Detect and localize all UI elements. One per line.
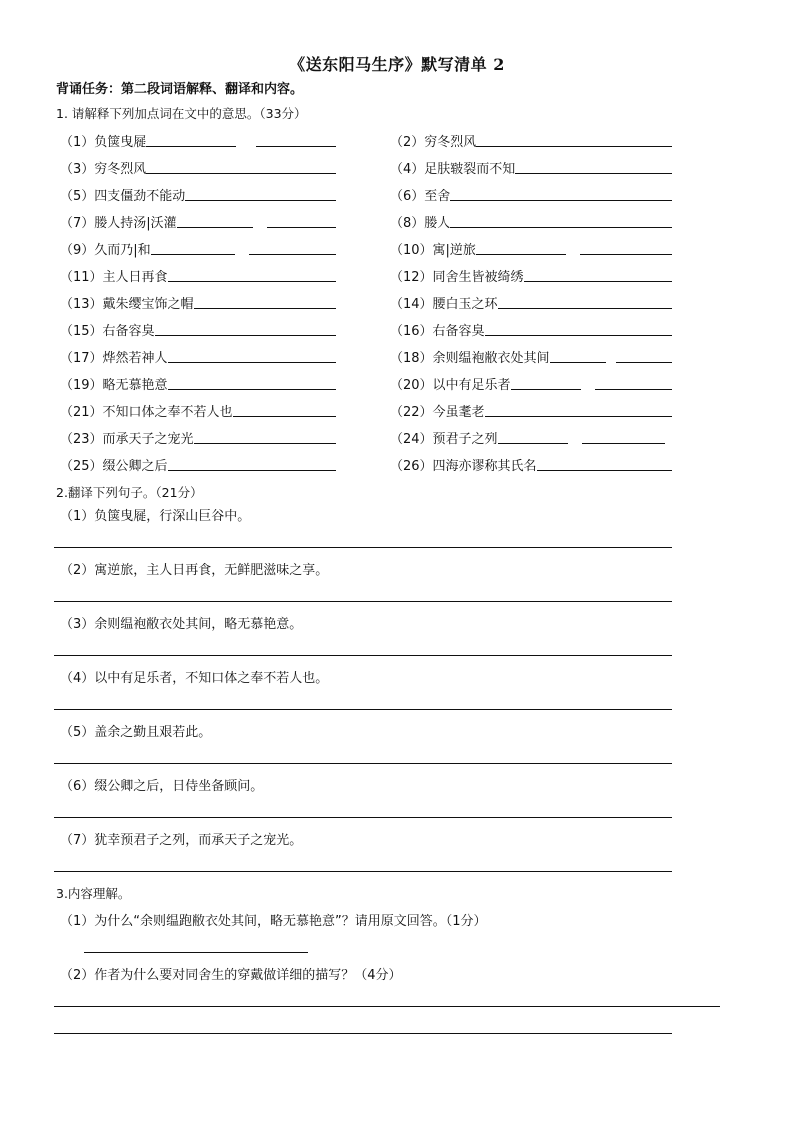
translate-sentence-2: （2）寓逆旅，主人日再食，无鲜肥滋味之享。	[60, 563, 329, 578]
answer-blank[interactable]	[498, 442, 568, 444]
vocab-item-8-text: （8）媵人	[390, 216, 451, 231]
vocab-item-7	[60, 211, 336, 231]
answer-blank[interactable]	[485, 334, 672, 336]
answer-blank[interactable]	[511, 388, 581, 390]
answer-blank[interactable]	[550, 361, 606, 363]
vocab-item-6-text: （6）至舍	[390, 189, 451, 204]
vocab-item-18-text: （18）余则缊袍敝衣处其间	[390, 351, 550, 366]
vocab-item-23-text: （23）而承天子之宠光	[60, 432, 194, 447]
vocab-item-20	[390, 373, 672, 393]
answer-line[interactable]	[54, 871, 672, 872]
answer-blank[interactable]	[515, 172, 672, 174]
vocab-item-17	[60, 346, 336, 366]
vocab-item-3-text: （3）穷冬烈风	[60, 162, 147, 177]
answer-blank[interactable]	[450, 226, 672, 228]
answer-blank[interactable]	[256, 145, 336, 147]
comprehension-question-2: （2）作者为什么要对同舍生的穿戴做详细的描写？（4分）	[60, 968, 402, 983]
answer-blank[interactable]	[524, 280, 672, 282]
vocab-item-24-text: （24）预君子之列	[390, 432, 498, 447]
vocab-item-14-text: （14）腰白玉之环	[390, 297, 498, 312]
vocab-item-10-text: （10）寓|逆旅	[390, 243, 476, 258]
vocab-item-1-text: （1）负箧曳屣	[60, 135, 147, 150]
answer-line[interactable]	[54, 655, 672, 656]
answer-blank[interactable]	[151, 253, 235, 255]
answer-blank[interactable]	[616, 361, 672, 363]
answer-blank[interactable]	[194, 442, 336, 444]
comprehension-question-1: （1）为什么“余则缊跑敝衣处其间，略无慕艳意”？请用原文回答。（1分）	[60, 914, 487, 929]
answer-blank[interactable]	[177, 226, 253, 228]
translate-sentence-7: （7）犹幸预君子之列，而承天子之宠光。	[60, 833, 303, 848]
answer-line[interactable]	[54, 709, 672, 710]
answer-line[interactable]	[54, 817, 672, 818]
section3-heading: 3.内容理解。	[56, 886, 131, 901]
section1-heading: 1. 请解释下列加点词在文中的意思。（33分）	[56, 106, 307, 121]
vocab-item-4-text: （4）足肤皲裂而不知	[390, 162, 516, 177]
translate-sentence-5: （5）盖余之勤且艰若此。	[60, 725, 212, 740]
vocab-item-15-text: （15）右备容臭	[60, 324, 155, 339]
answer-line[interactable]	[54, 1006, 720, 1007]
answer-blank[interactable]	[476, 145, 672, 147]
vocab-item-4	[390, 157, 672, 177]
answer-blank[interactable]	[155, 334, 336, 336]
vocab-item-24	[390, 427, 665, 447]
answer-blank[interactable]	[582, 442, 665, 444]
answer-blank[interactable]	[168, 469, 336, 471]
answer-blank[interactable]	[476, 253, 566, 255]
answer-blank[interactable]	[580, 253, 672, 255]
vocab-item-14	[390, 292, 672, 312]
vocab-item-12	[390, 265, 672, 285]
vocab-item-5	[60, 184, 336, 204]
vocab-item-23	[60, 427, 336, 447]
section2-heading: 2.翻译下列句子。（21分）	[56, 485, 203, 500]
vocab-item-6	[390, 184, 672, 204]
task-description: 背诵任务：第二段词语解释、翻译和内容。	[56, 82, 304, 97]
vocab-item-9	[60, 238, 336, 258]
vocab-item-11	[60, 265, 336, 285]
vocab-item-15	[60, 319, 336, 339]
vocab-item-19-text: （19）略无慕艳意	[60, 378, 168, 393]
vocab-item-25	[60, 454, 336, 474]
vocab-item-13-text: （13）戴朱缨宝饰之帽	[60, 297, 194, 312]
answer-blank[interactable]	[450, 199, 672, 201]
vocab-item-5-text: （5）四支僵劲不能动	[60, 189, 186, 204]
answer-line[interactable]	[54, 763, 672, 764]
answer-blank[interactable]	[185, 199, 336, 201]
answer-line[interactable]	[54, 601, 672, 602]
vocab-item-16-text: （16）右备容臭	[390, 324, 485, 339]
vocab-item-26	[390, 454, 672, 474]
answer-blank[interactable]	[146, 172, 336, 174]
vocab-item-22	[390, 400, 672, 420]
translate-sentence-4: （4）以中有足乐者，不知口体之奉不若人也。	[60, 671, 329, 686]
answer-blank[interactable]	[168, 388, 336, 390]
vocab-item-8	[390, 211, 672, 231]
answer-line[interactable]	[84, 952, 308, 953]
answer-blank[interactable]	[249, 253, 336, 255]
vocab-item-25-text: （25）缀公卿之后	[60, 459, 168, 474]
vocab-item-7-text: （7）媵人持汤|沃灌	[60, 216, 177, 231]
answer-blank[interactable]	[194, 307, 336, 309]
vocab-item-13	[60, 292, 336, 312]
vocab-item-22-text: （22）今虽耄老	[390, 405, 485, 420]
answer-line[interactable]	[54, 1033, 672, 1034]
answer-blank[interactable]	[146, 145, 236, 147]
vocab-item-21	[60, 400, 336, 420]
vocab-item-9-text: （9）久而乃|和	[60, 243, 151, 258]
vocab-item-18	[390, 346, 672, 366]
translate-sentence-3: （3）余则缊袍敝衣处其间，略无慕艳意。	[60, 617, 303, 632]
answer-line[interactable]	[54, 547, 672, 548]
vocab-item-21-text: （21）不知口体之奉不若人也	[60, 405, 233, 420]
vocab-item-19	[60, 373, 336, 393]
translate-sentence-1: （1）负箧曳屣，行深山巨谷中。	[60, 509, 251, 524]
vocab-item-3	[60, 157, 336, 177]
answer-blank[interactable]	[267, 226, 336, 228]
vocab-item-16	[390, 319, 672, 339]
vocab-item-26-text: （26）四海亦谬称其氏名	[390, 459, 537, 474]
vocab-item-2-text: （2）穷冬烈风	[390, 135, 477, 150]
vocab-item-17-text: （17）烨然若神人	[60, 351, 168, 366]
answer-blank[interactable]	[498, 307, 672, 309]
answer-blank[interactable]	[168, 280, 336, 282]
answer-blank[interactable]	[233, 415, 336, 417]
vocab-item-10	[390, 238, 672, 258]
page-title: 《送东阳马生序》默写清单 2	[289, 55, 505, 74]
answer-blank[interactable]	[537, 469, 672, 471]
vocab-item-1	[60, 130, 336, 150]
vocab-item-20-text: （20）以中有足乐者	[390, 378, 511, 393]
vocab-item-11-text: （11）主人日再食	[60, 270, 168, 285]
vocab-item-12-text: （12）同舍生皆被绮绣	[390, 270, 524, 285]
vocab-item-2	[390, 130, 672, 150]
answer-blank[interactable]	[595, 388, 672, 390]
translate-sentence-6: （6）缀公卿之后，日侍坐备顾问。	[60, 779, 264, 794]
answer-blank[interactable]	[168, 361, 336, 363]
answer-blank[interactable]	[485, 415, 672, 417]
